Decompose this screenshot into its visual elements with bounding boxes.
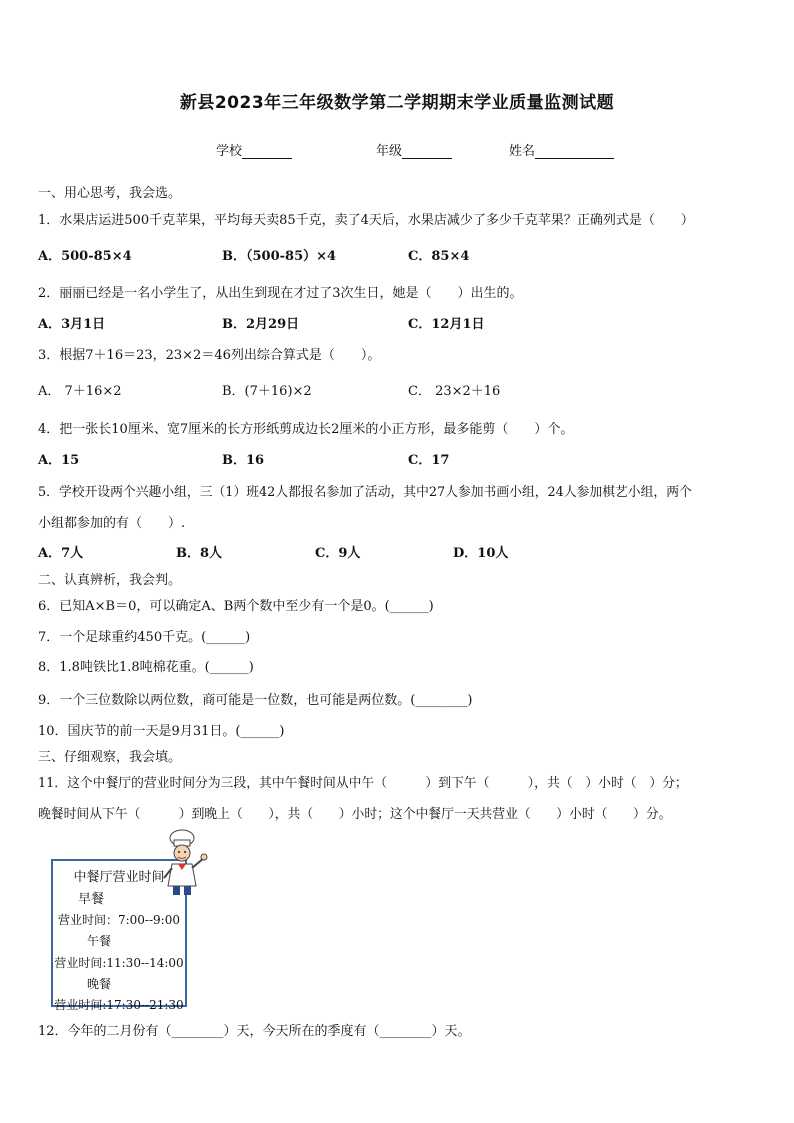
q4-option-b[interactable]: B．16 xyxy=(222,453,265,468)
question-5-line-2: 小组都参加的有（ ）. xyxy=(38,516,186,531)
dinner-hours: 营业时间:17:30--21:30 xyxy=(54,998,184,1012)
q5-option-d[interactable]: D．10人 xyxy=(453,546,509,561)
question-7: 7．一个足球重约450千克。(______) xyxy=(38,630,251,645)
q5-option-a[interactable]: A．7人 xyxy=(38,546,84,561)
question-10: 10．国庆节的前一天是9月31日。(______) xyxy=(38,724,285,739)
school-field xyxy=(216,140,292,159)
grade-blank[interactable] xyxy=(402,144,452,159)
breakfast-label: 早餐 xyxy=(77,892,104,907)
q1-option-b[interactable]: B．（500-85）×4 xyxy=(222,249,337,264)
q4-option-a[interactable]: A．15 xyxy=(38,453,80,468)
question-12: 12．今年的二月份有（________）天，今天所在的季度有（________）天。 xyxy=(38,1024,471,1039)
q2-option-c[interactable]: C．12月1日 xyxy=(408,317,485,332)
question-5-line-1: 5．学校开设两个兴趣小组，三（1）班42人都报名参加了活动，其中27人参加书画小组，24人参加棋艺小组，两个 xyxy=(38,485,692,500)
question-6: 6．已知A×B＝0，可以确定A、B两个数中至少有一个是0。(______) xyxy=(38,599,434,614)
q2-option-b[interactable]: B．2月29日 xyxy=(222,317,300,332)
q1-option-c[interactable]: C．85×4 xyxy=(408,249,470,264)
question-8: 8．1.8吨铁比1.8吨棉花重。(______) xyxy=(38,660,254,675)
dinner-label: 晚餐 xyxy=(86,977,111,991)
question-4: 4．把一张长10厘米、宽7厘米的长方形纸剪成边长2厘米的小正方形，最多能剪（ ）个。 xyxy=(38,422,574,437)
q5-option-b[interactable]: B．8人 xyxy=(176,546,223,561)
name-label: 姓名 xyxy=(509,144,536,159)
q3-option-b[interactable]: B．(7＋16)×2 xyxy=(222,384,312,399)
section-3-heading: 三、仔细观察，我会填。 xyxy=(38,750,182,765)
question-9: 9．一个三位数除以两位数，商可能是一位数，也可能是两位数。(________) xyxy=(38,693,473,708)
q5-option-c[interactable]: C．9人 xyxy=(315,546,361,561)
name-field xyxy=(509,140,614,159)
question-2: 2．丽丽已经是一名小学生了，从出生到现在才过了3次生日，她是（ ）出生的。 xyxy=(38,286,523,301)
q2-option-a[interactable]: A．3月1日 xyxy=(38,317,106,332)
q3-option-c[interactable]: C． 23×2＋16 xyxy=(408,384,501,399)
q3-option-a[interactable]: A． 7＋16×2 xyxy=(38,384,122,399)
section-1-heading: 一、用心思考，我会选。 xyxy=(38,186,182,201)
question-1: 1．水果店运进500千克苹果，平均每天卖85千克，卖了4天后，水果店减少了多少千克苹果？正确列式是（ ） xyxy=(38,213,694,228)
breakfast-hours: 营业时间：7:00--9:00 xyxy=(57,913,180,927)
q4-option-c[interactable]: C．17 xyxy=(408,453,450,468)
chef-illustration xyxy=(158,828,208,898)
q1-option-a[interactable]: A．500-85×4 xyxy=(38,249,132,264)
grade-field xyxy=(376,140,452,159)
page-title: 新县2023年三年级数学第二学期期末学业质量监测试题 xyxy=(179,93,615,113)
section-2-heading: 二、认真辨析，我会判。 xyxy=(38,573,182,588)
lunch-label: 午餐 xyxy=(86,934,111,948)
school-label: 学校 xyxy=(216,144,243,159)
question-3: 3．根据7＋16＝23，23×2＝46列出综合算式是（ ）。 xyxy=(38,348,381,363)
sign-title: 中餐厅营业时间 xyxy=(73,870,165,885)
grade-label: 年级 xyxy=(376,144,403,159)
school-blank[interactable] xyxy=(242,144,292,159)
question-11-line-2: 晚餐时间从下午（ ）到晚上（ ），共（ ）小时；这个中餐厅一天共营业（ ）小时（ ）分。 xyxy=(38,807,672,822)
question-11-line-1: 11．这个中餐厅的营业时间分为三段，其中午餐时间从中午（ ）到下午（ ），共（ ）小时（ ）分； xyxy=(38,776,688,791)
lunch-hours: 营业时间:11:30--14:00 xyxy=(54,956,184,970)
name-blank[interactable] xyxy=(535,144,614,159)
